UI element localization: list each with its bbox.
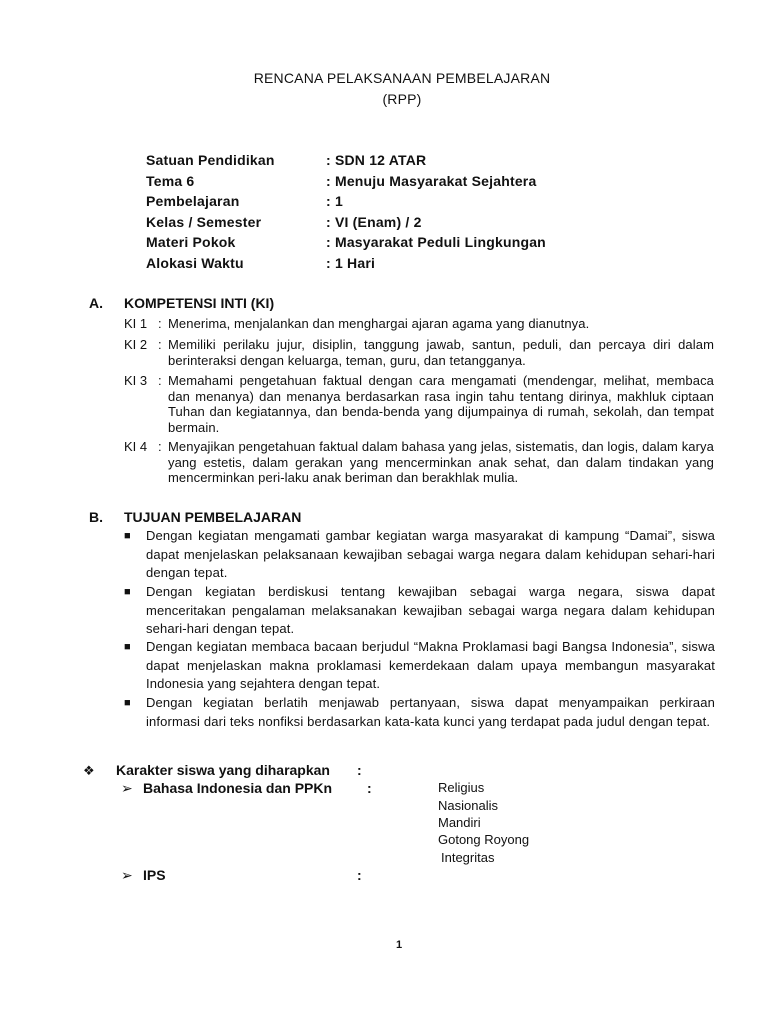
section-a-title: KOMPETENSI INTI (KI) <box>124 295 275 311</box>
goal-item <box>124 527 715 583</box>
identity-value: : VI (Enam) / 2 <box>326 214 422 230</box>
ki-text: Memahami pengetahuan faktual dengan cara mengamati (mendengar, melihat, membaca dan menanya) dan menanya berdasarkan rasa ingin tahu tentang dirinya, makhluk ciptaan Tuhan dan kegiatannya, dan benda-benda yang dijumpainya di rumah, sekolah, dan tempat bermain. <box>168 373 714 435</box>
identity-label: Satuan Pendidikan <box>146 152 275 168</box>
character-value: Nasionalis <box>438 798 498 813</box>
section-b-letter: B. <box>89 509 103 525</box>
identity-label: Kelas / Semester <box>146 214 262 230</box>
document-subtitle: (RPP) <box>382 91 422 107</box>
character-subject-colon: : <box>367 780 372 796</box>
ki-item <box>124 439 714 486</box>
identity-label: Pembelajaran <box>146 193 240 209</box>
character-subject-name: IPS <box>143 867 166 883</box>
ki-colon: : <box>158 337 162 352</box>
ki-text: Menyajikan pengetahuan faktual dalam bahasa yang jelas, sistematis, dan logis, dalam karya yang estetis, dalam gerakan yang mencerminkan anak sehat, dan dalam tindakan yang mencerminkan peri-laku anak beriman dan berakhlak mulia. <box>168 439 714 485</box>
ki-code: KI 1 <box>124 316 148 331</box>
character-heading-colon: : <box>357 762 362 778</box>
document-title: RENCANA PELAKSANAAN PEMBELAJARAN <box>253 70 551 86</box>
section-b-title: TUJUAN PEMBELAJARAN <box>124 509 302 525</box>
goal-item <box>124 638 715 694</box>
page-number: 1 <box>396 939 403 951</box>
square-bullet-icon: ■ <box>124 697 131 709</box>
character-value: Gotong Royong <box>438 832 530 847</box>
square-bullet-icon: ■ <box>124 586 131 598</box>
identity-value: : Masyarakat Peduli Lingkungan <box>326 234 546 250</box>
goal-item <box>124 583 715 639</box>
identity-label: Materi Pokok <box>146 234 236 250</box>
arrow-bullet-icon: ➢ <box>121 867 133 883</box>
character-heading: Karakter siswa yang diharapkan <box>116 762 330 778</box>
identity-value: : 1 Hari <box>326 255 376 271</box>
ki-colon: : <box>158 439 162 454</box>
ki-text: Menerima, menjalankan dan menghargai ajaran agama yang dianutnya. <box>168 316 590 331</box>
goal-text: Dengan kegiatan berlatih menjawab pertanyaan, siswa dapat menyampaikan perkiraan informasi dari teks nonfiksi berdasarkan kata-kata kunci yang terdapat pada judul dengan tepat. <box>146 695 715 729</box>
ki-code: KI 3 <box>124 373 148 388</box>
identity-value: : Menuju Masyarakat Sejahtera <box>326 173 537 189</box>
character-subject-colon: : <box>357 867 362 883</box>
ki-item <box>124 337 714 368</box>
identity-label: Alokasi Waktu <box>146 255 244 271</box>
goal-text: Dengan kegiatan membaca bacaan berjudul “Makna Proklamasi bagi Bangsa Indonesia”, siswa dapat menjelaskan makna proklamasi kemerdekaan dalam upaya membangun masyarakat Indonesia yang sejahtera dengan tepat. <box>146 639 715 691</box>
character-value: Religius <box>438 780 485 795</box>
goal-text: Dengan kegiatan mengamati gambar kegiatan warga masyarakat di kampung “Damai”, siswa dapat menjelaskan pelaksanaan kewajiban sebagai warga negara dalam kehidupan sehari-hari dengan tepat. <box>146 528 715 580</box>
character-subject-name: Bahasa Indonesia dan PPKn <box>143 780 333 796</box>
ki-code: KI 2 <box>124 337 148 352</box>
ki-item <box>124 316 714 332</box>
square-bullet-icon: ■ <box>124 641 131 653</box>
goal-item <box>124 694 715 731</box>
arrow-bullet-icon: ➢ <box>121 780 133 796</box>
ki-text: Memiliki perilaku jujur, disiplin, tanggung jawab, santun, peduli, dan percaya diri dalam berinteraksi dengan keluarga, teman, guru, dan tetangganya. <box>168 337 714 368</box>
goal-text: Dengan kegiatan berdiskusi tentang kewajiban sebagai warga negara, siswa dapat menceritakan pengalaman melaksanakan kewajiban sebagai warga negara dalam kehidupan sehari-hari dengan tepat. <box>146 584 715 636</box>
identity-value: : 1 <box>326 193 343 209</box>
section-a-letter: A. <box>89 295 103 311</box>
identity-label: Tema 6 <box>146 173 195 189</box>
square-bullet-icon: ■ <box>124 530 131 542</box>
ki-colon: : <box>158 316 162 331</box>
character-value: Integritas <box>441 850 495 865</box>
ki-item <box>124 373 714 435</box>
identity-value: : SDN 12 ATAR <box>326 152 427 168</box>
diamond-bullet-icon: ❖ <box>83 763 95 778</box>
character-value: Mandiri <box>438 815 481 830</box>
ki-code: KI 4 <box>124 439 148 454</box>
ki-colon: : <box>158 373 162 388</box>
